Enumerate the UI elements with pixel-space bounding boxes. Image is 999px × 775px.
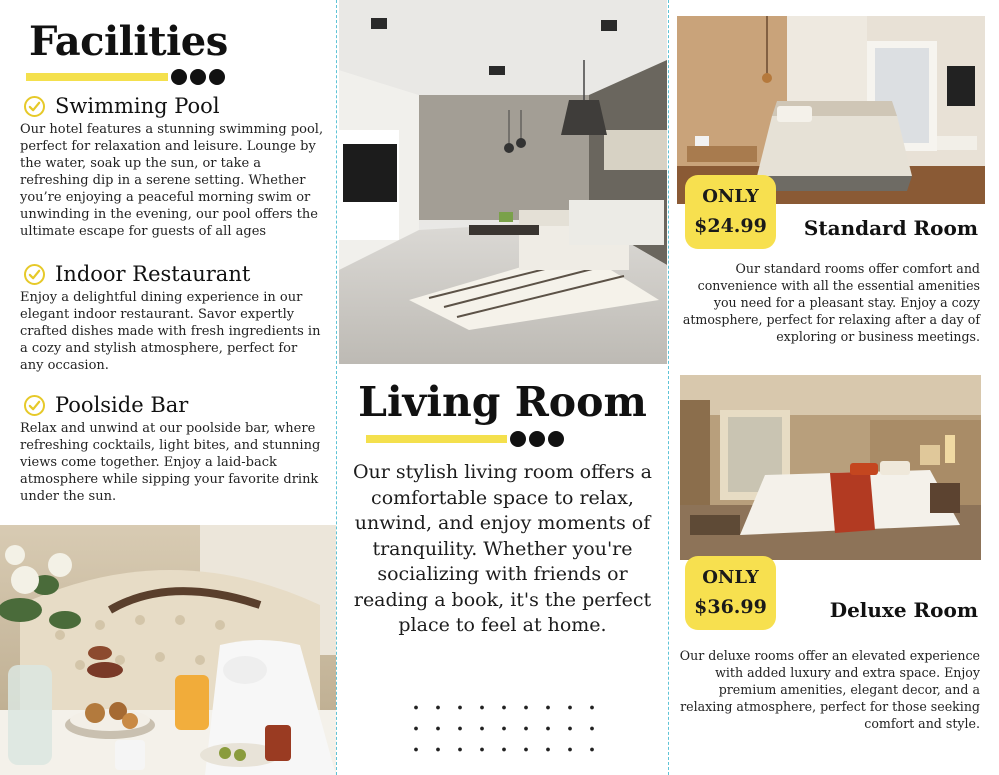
deluxe-room-price-badge [685,556,776,630]
facility-name: Swimming Pool [55,94,220,118]
accent-bar [366,435,507,443]
accent-dot [190,69,206,85]
living-room-description: Our stylish living room offers a comfortable space to relax, unwind, and enjoy moments of tranquility. Whether you're socializing with friends or reading a book, it's the perfect place to feel at home. [352,461,653,636]
facility-swimming-pool [20,93,324,240]
check-circle-icon [24,395,45,416]
accent-dot [510,431,526,447]
price-badge-label: ONLY [702,186,759,207]
living-room-accent-divider [366,431,564,447]
standard-room-description: Our standard rooms offer comfort and convenience with all the essential amenities you need for a pleasant stay. Enjoy a cozy atmosphere, perfect for relaxing after a day of exploring or business meetings. [682,261,980,344]
living-room-panel [337,0,668,775]
accent-dot [209,69,225,85]
facility-description: Enjoy a delightful dining experience in our elegant indoor restaurant. Savor expertly crafted dishes made with fresh ingredients in a cozy and stylish atmosphere, perfect for any occasion. [20,290,321,373]
accent-dot [529,431,545,447]
facility-poolside-bar [20,392,324,505]
deluxe-room-photo [680,375,981,560]
check-circle-icon [24,96,45,117]
living-room-photo [339,0,667,364]
decorative-dot-grid [405,697,605,767]
facility-description: Our hotel features a stunning swimming pool, perfect for relaxation and leisure. Lounge by the water, soak up the sun, or take a refreshing dip in a serene setting. Whether you’re enjoying a peaceful morning swim or unwinding in the evening, our pool offers the ultimate escape for guests of all ages [20,122,324,239]
facility-name: Indoor Restaurant [55,262,251,286]
check-circle-icon [24,264,45,285]
facility-indoor-restaurant [20,261,324,374]
rooms-panel [669,0,999,775]
title-accent-divider [26,69,225,85]
accent-dot [548,431,564,447]
facility-description: Relax and unwind at our poolside bar, where refreshing cocktails, light bites, and stunning views come together. Enjoy a laid-back atmosphere while sipping your favorite drink under the sun. [20,421,321,504]
accent-dot [171,69,187,85]
facilities-panel [0,0,336,775]
living-room-illustration [339,0,667,364]
breakfast-photo [0,525,336,775]
breakfast-illustration [0,525,336,775]
deluxe-room-description: Our deluxe rooms offer an elevated experience with added luxury and extra space. Enjoy premium amenities, elegant decor, and a relaxing atmosphere, perfect for those seeking comfort and style. [679,648,980,731]
price-value: $24.99 [694,215,767,237]
price-value: $36.99 [694,596,767,618]
deluxe-room-name: Deluxe Room [829,598,978,622]
price-badge-label: ONLY [702,567,759,588]
accent-bar [26,73,168,81]
standard-room-name: Standard Room [803,216,978,240]
deluxe-room-illustration [680,375,981,560]
standard-room-price-badge [685,175,776,249]
facility-name: Poolside Bar [55,393,189,417]
living-room-title: Living Room [358,378,647,426]
facilities-title: Facilities [29,18,228,65]
